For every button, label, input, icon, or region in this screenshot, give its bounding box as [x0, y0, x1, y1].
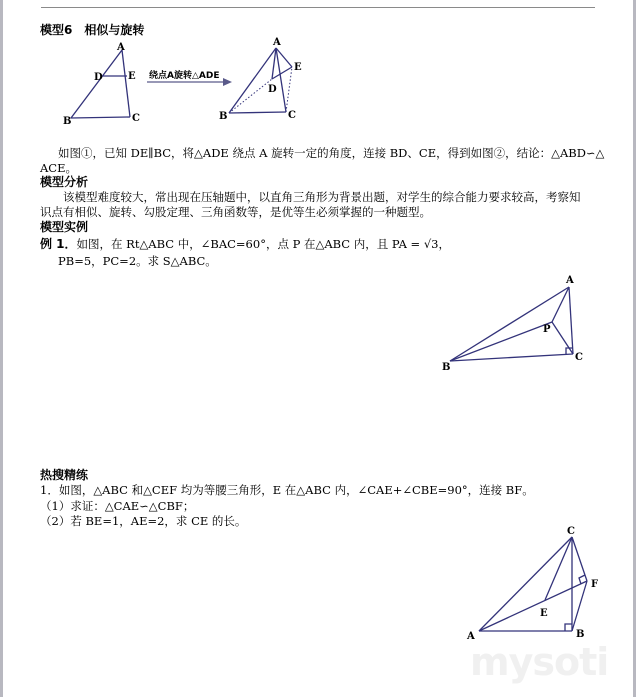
intro-text-line1: 如图①，已知 DE∥BC，将△ADE 绕点 A 旋转一定的角度，连接 BD、CE，得到如图②，结论：△ABD∽△	[58, 146, 605, 160]
edge-ab	[229, 48, 276, 113]
label-c: C	[567, 526, 575, 537]
intro-text-line2: ACE。	[40, 161, 77, 175]
edge-de	[272, 67, 292, 79]
rotation-label: 绕点A旋转△ADE	[149, 71, 220, 81]
edge-ab	[71, 50, 122, 118]
watermark: mysoti	[470, 640, 609, 684]
edge-ac	[479, 537, 572, 631]
example-1-figure	[440, 275, 600, 375]
right-angle-mark-b	[565, 624, 572, 631]
label-b: B	[219, 111, 228, 122]
label-c: C	[288, 110, 296, 121]
edge-ba	[450, 287, 569, 361]
section-title: 模型6 相似与旋转	[40, 23, 145, 37]
label-c: C	[132, 113, 140, 124]
edge-bc	[71, 117, 130, 118]
practice-1-line2: （1）求证：△CAE∽△CBF；	[40, 499, 195, 513]
edge-bp	[450, 322, 552, 361]
edge-bc	[450, 354, 573, 361]
edge-ce	[286, 67, 292, 112]
edge-bc	[229, 112, 286, 113]
label-a: A	[566, 275, 574, 286]
practice-1-line1: 1．如图，△ABC 和△CEF 均为等腰三角形，E 在△ABC 内，∠CAE+∠CBE=90°，连接 BF。	[40, 483, 534, 497]
label-e: E	[540, 608, 548, 619]
practice-1-line3: （2）若 BE=1，AE=2，求 CE 的长。	[40, 514, 247, 528]
header-rule	[41, 7, 595, 8]
label-b: B	[63, 116, 72, 127]
label-d: D	[94, 72, 103, 83]
edge-cf	[572, 537, 587, 581]
edge-pc	[552, 322, 573, 354]
example-1-line1: 如图，在 Rt△ABC 中，∠BAC=60°，点 P 在△ABC 内，且 PA = √3，	[76, 237, 450, 251]
practice-title: 热搜精练	[40, 468, 89, 482]
label-d: D	[268, 84, 277, 95]
edge-fb	[572, 581, 587, 631]
label-p: P	[543, 324, 551, 335]
practice-1-figure	[460, 520, 610, 645]
analysis-title: 模型分析	[40, 175, 89, 189]
label-a: A	[273, 37, 281, 48]
example-title: 模型实例	[40, 220, 89, 234]
figure-1-original	[60, 40, 150, 130]
page-left-edge	[0, 0, 3, 697]
label-e: E	[294, 62, 302, 73]
label-c: C	[575, 352, 583, 363]
analysis-text-line1: 该模型难度较大，常出现在压轴题中，以直角三角形为背景出题，对学生的综合能力要求较高，考察知	[63, 190, 581, 204]
example-1-line2: PB=5，PC=2。求 S△ABC。	[58, 254, 217, 268]
edge-ac	[122, 50, 130, 117]
figure-1-rotated	[215, 35, 315, 125]
analysis-text-line2: 识点有相似、旋转、勾股定理、三角函数等，是优等生必须掌握的一种题型。	[40, 205, 431, 219]
edge-ce	[545, 537, 572, 600]
label-b: B	[576, 629, 585, 640]
label-a: A	[467, 631, 475, 642]
edge-ac	[569, 287, 573, 354]
label-f: F	[591, 579, 599, 590]
label-b: B	[442, 362, 451, 373]
label-a: A	[117, 42, 125, 53]
label-e: E	[128, 71, 136, 82]
example-1-label: 例 1．	[40, 237, 77, 251]
